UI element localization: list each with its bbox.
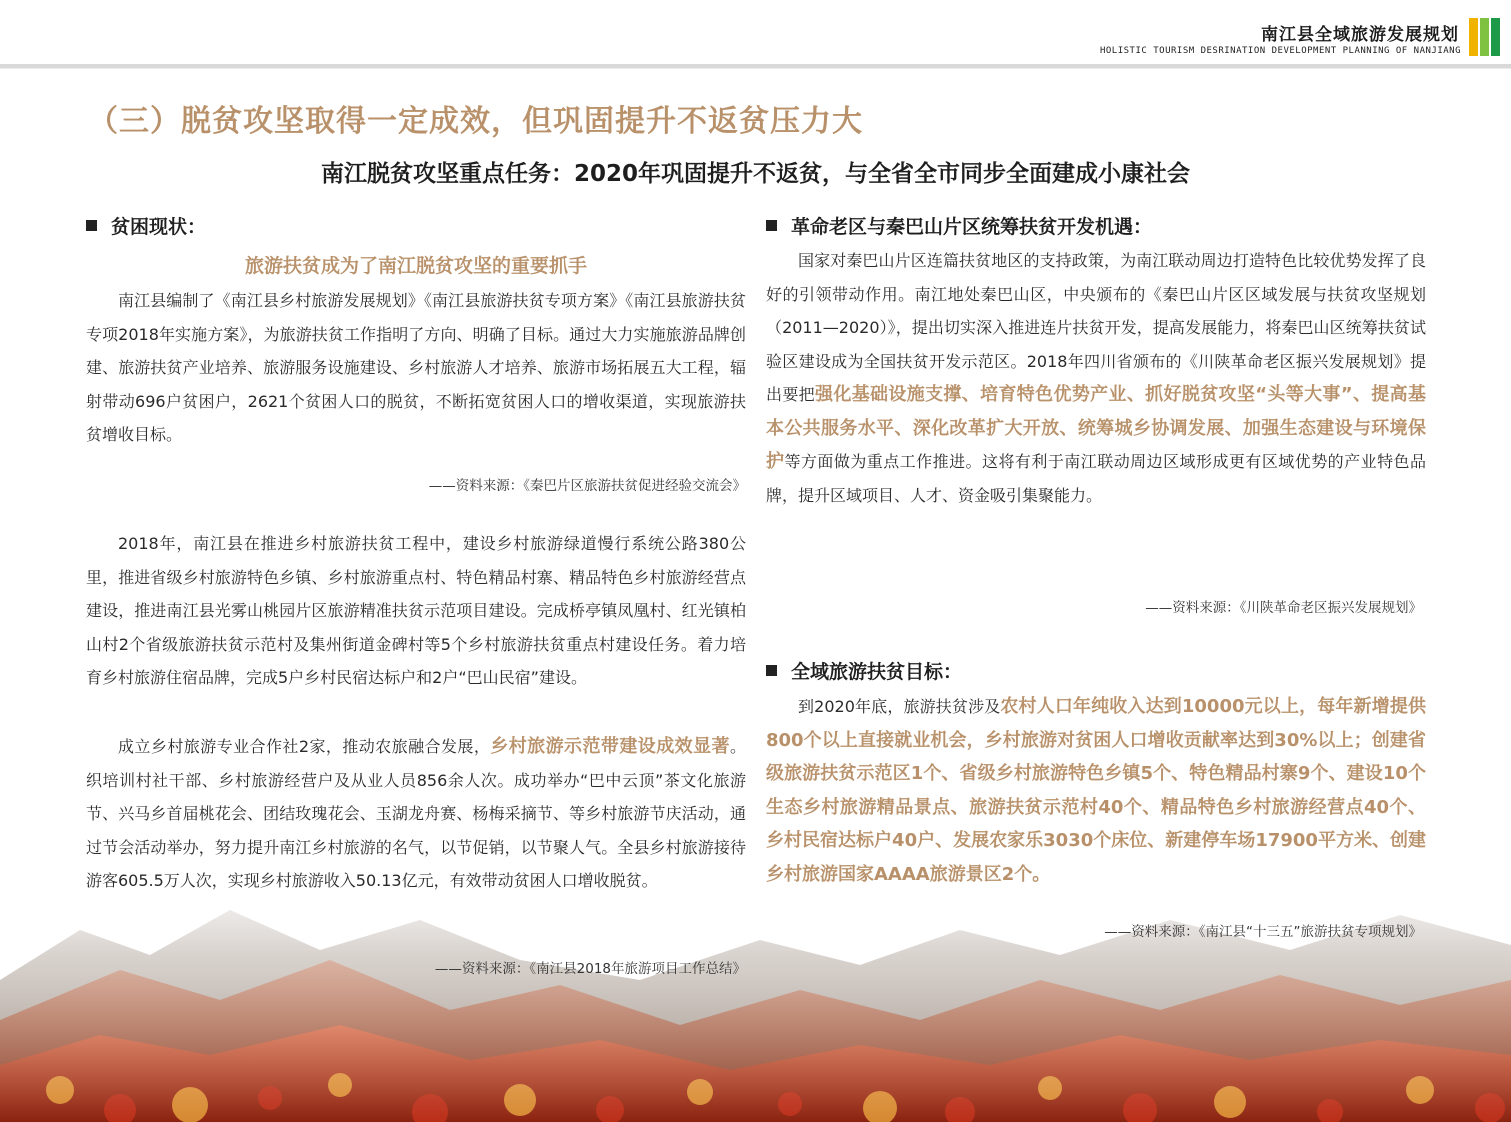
- right-source-1: ——资料来源：《川陕革命老区振兴发展规划》: [1145, 600, 1422, 616]
- brand-color-bars: [1469, 18, 1501, 56]
- right-p2-pre: 到2020年底，旅游扶贫涉及: [798, 697, 1001, 716]
- right-p2-highlight: 农村人口年纯收入达到10000元以上，每年新增提供800个以上直接就业机会，乡村旅游对贫困人口增收贡献率达到30%以上；创建省级旅游扶贫示范区1个、省级乡村旅游特色乡镇5个、特色精品村寨9个、建设10个生态乡村旅游精品景点、旅游扶贫示范村40个、精品特色乡村旅游经营点40个、乡村民宿达标户40户、发展农家乐3030个床位、新建停车场17900平方米、创建乡村旅游国家AAAA旅游景区2个。: [766, 696, 1426, 885]
- left-p3-highlight: 乡村旅游示范带建设成效显著: [490, 736, 730, 757]
- left-source-2: ——资料来源：《南江县2018年旅游项目工作总结》: [434, 961, 746, 977]
- header-title: 南江县全域旅游发展规划: [1261, 25, 1459, 45]
- brand-bar-yellow: [1469, 18, 1478, 56]
- right-heading-1-text: 革命老区与秦巴山片区统筹扶贫开发机遇：: [791, 216, 1153, 238]
- brand-bar-light-green: [1480, 18, 1489, 56]
- page-header: [0, 0, 1511, 64]
- section-title: （三）脱贫攻坚取得一定成效，但巩固提升不返贫压力大: [88, 104, 863, 139]
- left-source-1: ——资料来源：《秦巴片区旅游扶贫促进经验交流会》: [428, 478, 746, 494]
- left-heading-text: 贫困现状：: [111, 216, 207, 238]
- left-p3-pre: 成立乡村旅游专业合作社2家，推动农旅融合发展，: [118, 737, 491, 756]
- bullet-square-icon: [766, 665, 777, 676]
- header-subtitle: HOLISTIC TOURISM DESRINATION DEVELOPMENT PLANNING OF NANJIANG: [1099, 46, 1461, 56]
- header-divider-thin: [0, 68, 1511, 69]
- right-paragraph-2: [766, 690, 1426, 891]
- left-paragraph-2: 2018年，南江县在推进乡村旅游扶贫工程中，建设乡村旅游绿道慢行系统公路380公里，推进省级乡村旅游特色乡镇、乡村旅游重点村、特色精品村寨、精品特色乡村旅游经营点建设，推进南江县光雾山桃园片区旅游精准扶贫示范项目建设。完成桥亭镇凤凰村、红光镇柏山村2个省级旅游扶贫示范村及集州街道金碑村等5个乡村旅游扶贫重点村建设任务。着力培育乡村旅游住宿品牌，完成5户乡村民宿达标户和2户“巴山民宿”建设。: [86, 534, 746, 687]
- right-p1-post: 等方面做为重点工作推进。这将有利于南江联动周边区域形成更有区域优势的产业特色品牌，提升区域项目、人才、资金吸引集聚能力。: [766, 452, 1426, 505]
- autumn-mountain-landscape: [0, 860, 1511, 1122]
- right-heading-2-text: 全域旅游扶贫目标：: [791, 661, 963, 683]
- left-paragraph-3: [86, 730, 746, 898]
- right-source-2: ——资料来源：《南江县“十三五”旅游扶贫专项规划》: [1104, 924, 1422, 940]
- left-heading: [86, 212, 206, 239]
- left-p3-post: 。织培训村社干部、乡村旅游经营户及从业人员856余人次。成功举办“巴中云顶”茶文化旅游节、兴马乡首届桃花会、团结玫瑰花会、玉湖龙舟赛、杨梅采摘节、等乡村旅游节庆活动，通过节会活动举办，努力提升南江乡村旅游的名气，以节促销，以节聚人气。全县乡村旅游接待游客605.5万人次，实现乡村旅游收入50.13亿元，有效带动贫困人口增收脱贫。: [86, 737, 747, 890]
- left-paragraph-1: 南江县编制了《南江县乡村旅游发展规划》《南江县旅游扶贫专项方案》《南江县旅游扶贫专项2018年实施方案》，为旅游扶贫工作指明了方向、明确了目标。通过大力实施旅游品牌创建、旅游扶贫产业培养、旅游服务设施建设、乡村旅游人才培养、旅游市场拓展五大工程，辐射带动696户贫困户，2621个贫困人口的脱贫，不断拓宽贫困人口的增收渠道，实现旅游扶贫增收目标。: [86, 291, 746, 444]
- right-heading-1: [766, 212, 1152, 239]
- right-p1-pre: 国家对秦巴山片区连篇扶贫地区的支持政策，为南江联动周边打造特色比较优势发挥了良好的引领带动作用。南江地处秦巴山区，中央颁布的《秦巴山片区区域发展与扶贫攻坚规划（2011—2020）》，提出切实深入推进连片扶贫开发，提高发展能力，将秦巴山区统筹扶贫试验区建设成为全国扶贫开发示范区。2018年四川省颁布的《川陕革命老区振兴发展规划》提出要把: [766, 251, 1426, 404]
- right-heading-2: [766, 657, 962, 684]
- page-subtitle: 南江脱贫攻坚重点任务：2020年巩固提升不返贫，与全省全市同步全面建成小康社会: [320, 161, 1190, 187]
- right-paragraph-1: [766, 244, 1426, 512]
- bullet-square-icon: [766, 220, 777, 231]
- left-highlight-title: 旅游扶贫成为了南江脱贫攻坚的重要抓手: [244, 255, 587, 277]
- bullet-square-icon: [86, 220, 97, 231]
- brand-bar-green: [1491, 18, 1500, 56]
- right-p1-highlight: 强化基础设施支撑、培育特色优势产业、抓好脱贫攻坚“头等大事”、提高基本公共服务水平、深化改革扩大开放、统筹城乡协调发展、加强生态建设与环境保护: [766, 384, 1426, 472]
